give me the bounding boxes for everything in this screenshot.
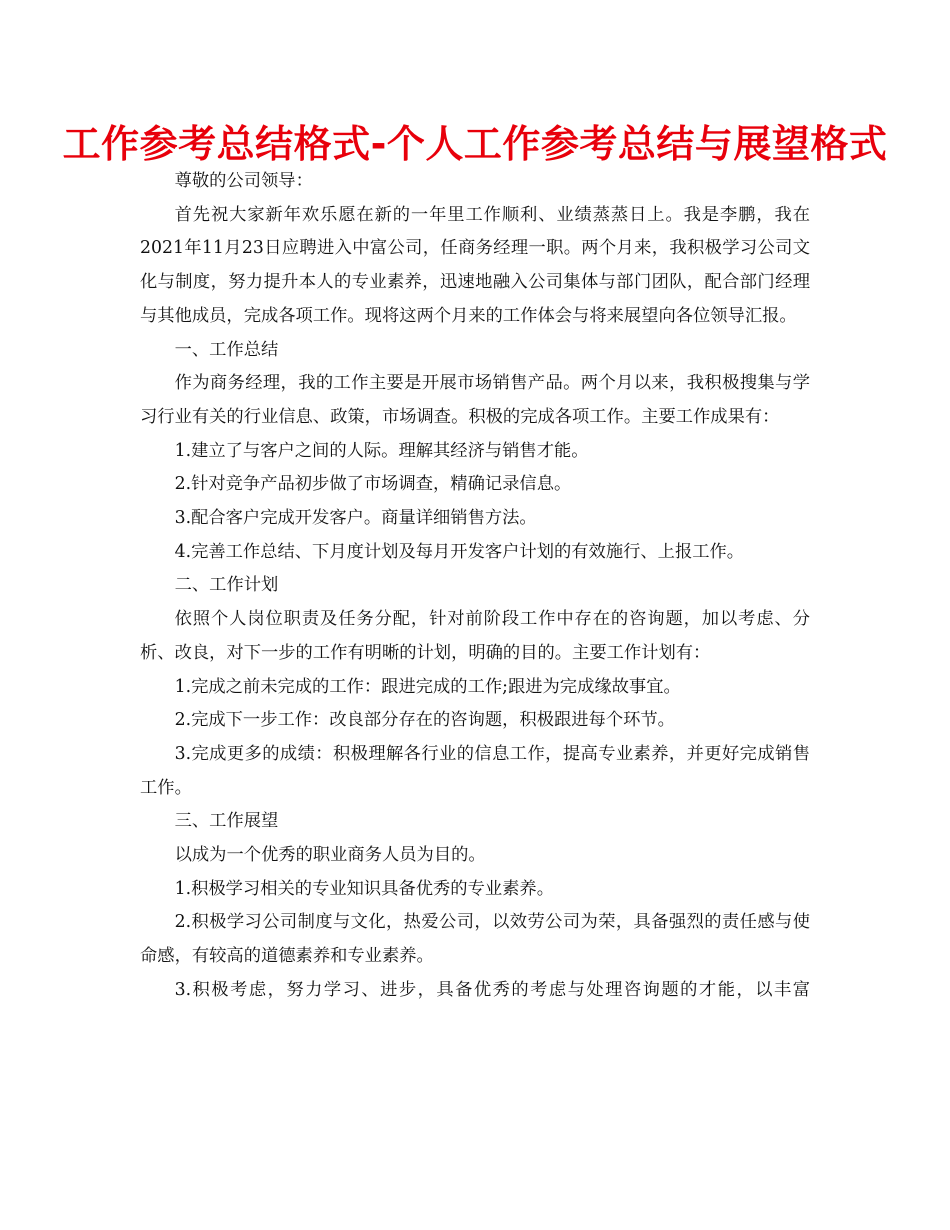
salutation: 尊敬的公司领导：: [174, 171, 313, 191]
outlook-item-1: 1.积极学习相关的专业知识具备优秀的专业素养。: [174, 878, 554, 899]
plan-item-1: 1.完成之前未完成的工作：跟进完成的工作;跟进为完成缘故事宜。: [174, 676, 681, 697]
outlook-item-3: 3.积极考虑，努力学习、进步，具备优秀的考虑与处理咨询题的才能，以丰富: [174, 979, 810, 1000]
summary-item-3: 3.配合客户完成开发客户。商量详细销售方法。: [174, 508, 537, 529]
document-title: 工作参考总结格式-个人工作参考总结与展望格式: [62, 122, 888, 166]
section-heading-outlook: 三、工作展望: [174, 811, 279, 832]
intro-paragraph: 首先祝大家新年欢乐愿在新的一年里工作顺利、业绩蒸蒸日上。我是李鹏，我在2021年11月23日应聘进入中富公司，任商务经理一职。两个月来，我积极学习公司文化与制度，努力提升本人的专业素养，迅速地融入公司集体与部门团队，配合部门经理与其他成员，完成各项工作。现将这两个月来的工作体会与将来展望向各位领导汇报。: [140, 204, 810, 326]
plan-item-2: 2.完成下一步工作：改良部分存在的咨询题，积极跟进每个环节。: [174, 710, 675, 731]
summary-item-4: 4.完善工作总结、下月度计划及每月开发客户计划的有效施行、上报工作。: [174, 541, 745, 562]
summary-item-1: 1.建立了与客户之间的人际。理解其经济与销售才能。: [174, 440, 589, 461]
plan-paragraph: 依照个人岗位职责及任务分配，针对前阶段工作中存在的咨询题，加以考虑、分析、改良，对下一步的工作有明晰的计划，明确的目的。主要工作计划有：: [140, 609, 810, 663]
outlook-item-2: 2.积极学习公司制度与文化，热爱公司，以效劳公司为荣，具备强烈的责任感与使命感，有较高的道德素养和专业素养。: [140, 912, 810, 967]
document-body: [140, 165, 810, 1008]
plan-item-3: 3.完成更多的成绩：积极理解各行业的信息工作，提高专业素养，并更好完成销售工作。: [140, 743, 810, 798]
outlook-paragraph: 以成为一个优秀的职业商务人员为目的。: [174, 845, 486, 866]
summary-item-2: 2.针对竞争产品初步做了市场调查，精确记录信息。: [174, 474, 572, 495]
section-heading-plan: 二、工作计划: [174, 575, 279, 596]
section-heading-summary: 一、工作总结: [174, 339, 279, 360]
summary-paragraph: 作为商务经理，我的工作主要是开展市场销售产品。两个月以来，我积极搜集与学习行业有关的行业信息、政策，市场调查。积极的完成各项工作。主要工作成果有：: [140, 373, 810, 427]
